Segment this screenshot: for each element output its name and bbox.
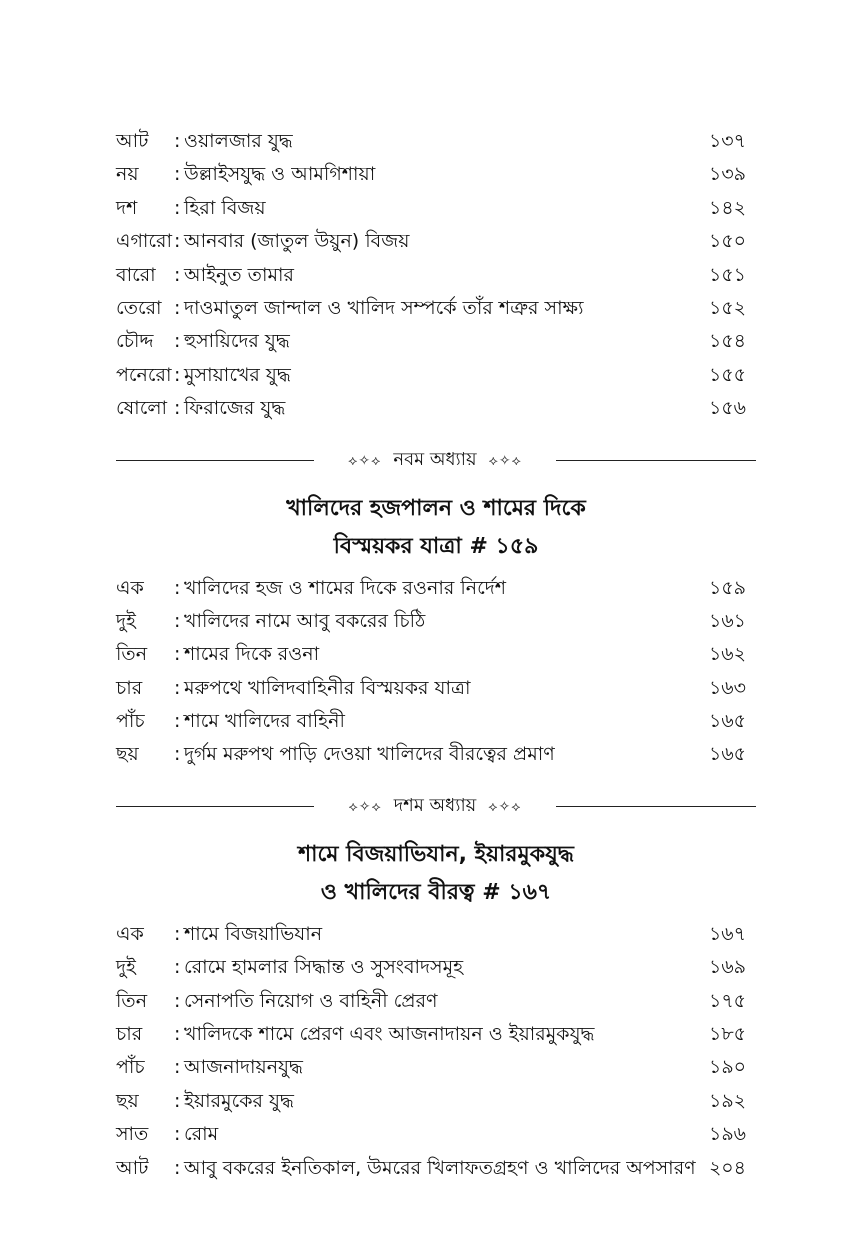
toc-section-chapter-9 — [116, 572, 756, 772]
toc-row — [116, 392, 756, 425]
divider-line — [116, 460, 314, 461]
entry-page: ১৯২ — [708, 1089, 746, 1112]
colon: : — [174, 1023, 181, 1046]
entry-number: তিন — [116, 643, 148, 666]
entry-page: ১৩৯ — [708, 163, 746, 186]
entry-title: খালিদের নামে আবু বকরের চিঠি — [184, 609, 426, 632]
entry-page: ১৬৫ — [708, 710, 746, 733]
entry-page: ১৫৪ — [709, 330, 746, 353]
colon: : — [174, 163, 181, 186]
chapter-divider — [116, 442, 756, 478]
entry-page: ১৯৬ — [708, 1123, 746, 1146]
entry-number: সাত — [116, 1123, 149, 1146]
entry-title: শামে খালিদের বাহিনী — [184, 710, 345, 733]
entry-number: দুই — [116, 609, 136, 632]
entry-title: দুর্গম মরুপথ পাড়ি দেওয়া খালিদের বীরত্বের প্রমাণ — [184, 743, 555, 766]
entry-page: ১৬১ — [708, 609, 746, 632]
toc-row — [116, 1152, 756, 1185]
chapter-title: শামে বিজয়াভিযান, ইয়ারমুকযুদ্ধ — [298, 841, 574, 867]
entry-number: এক — [116, 922, 144, 945]
colon: : — [174, 676, 181, 699]
toc-row — [116, 918, 756, 951]
entry-page: ১৬৯ — [708, 956, 746, 979]
colon: : — [174, 330, 181, 353]
chapter-heading — [314, 788, 556, 824]
entry-title: শামের দিকে রওনা — [184, 643, 320, 666]
colon: : — [174, 263, 181, 286]
entry-page: ১৬৫ — [708, 743, 746, 766]
entry-title: আইনুত তামার — [184, 263, 294, 286]
ornament-icon: ⟡✧⟡ — [348, 452, 382, 469]
chapter-heading — [314, 442, 556, 478]
toc-section-chapter-10 — [116, 918, 756, 1185]
entry-number: বারো — [116, 263, 156, 286]
entry-title: রোমে হামলার সিদ্ধান্ত ও সুসংবাদসমূহ — [184, 956, 464, 979]
entry-number: ছয় — [116, 743, 139, 766]
entry-title: মুসায়াখের যুদ্ধ — [184, 363, 291, 386]
entry-number: পাঁচ — [116, 1056, 145, 1079]
toc-row — [116, 705, 756, 738]
entry-title: দাওমাতুল জান্দাল ও খালিদ সম্পর্কে তাঁর শত্রুর সাক্ষ্য — [184, 296, 584, 319]
entry-page: ১৬২ — [708, 643, 746, 666]
entry-number: চৌদ্দ — [116, 330, 154, 353]
chapter-label: দশম অধ্যায় — [393, 794, 477, 816]
entry-number: তেরো — [116, 296, 162, 319]
colon: : — [174, 397, 181, 420]
colon: : — [174, 1156, 181, 1179]
entry-number: চার — [116, 676, 143, 699]
entry-title: মরুপথে খালিদবাহিনীর বিস্ময়কর যাত্রা — [184, 676, 471, 699]
chapter-label: নবম অধ্যায় — [393, 448, 477, 470]
entry-page: ১৫৫ — [709, 363, 746, 386]
divider-line — [116, 806, 314, 807]
colon: : — [174, 743, 181, 766]
colon: : — [174, 989, 181, 1012]
entry-title: আজনাদায়নযুদ্ধ — [184, 1056, 303, 1079]
ornament-icon: ⟡✧⟡ — [488, 452, 522, 469]
entry-number: ছয় — [116, 1089, 139, 1112]
entry-page: ১৫৬ — [708, 397, 746, 420]
colon: : — [174, 363, 181, 386]
colon: : — [174, 1089, 181, 1112]
colon: : — [174, 643, 181, 666]
entry-title: আনবার (জাতুল উয়ুন) বিজয় — [184, 230, 410, 253]
entry-number: দশ — [116, 196, 138, 219]
entry-page: ১৪২ — [708, 196, 746, 219]
toc-row — [116, 125, 756, 158]
toc-row — [116, 225, 756, 258]
entry-page: ১৫৯ — [709, 576, 746, 599]
entry-title: শামে বিজয়াভিযান — [184, 922, 323, 945]
divider-line — [556, 806, 756, 807]
entry-number: এগারো — [116, 230, 173, 253]
entry-number: চার — [116, 1023, 143, 1046]
entry-title: ফিরাজের যুদ্ধ — [184, 397, 286, 420]
entry-number: তিন — [116, 989, 148, 1012]
toc-row — [116, 359, 756, 392]
colon: : — [174, 609, 181, 632]
entry-page: ১৫২ — [708, 296, 746, 319]
entry-title: খালিদের হজ ও শামের দিকে রওনার নির্দেশ — [184, 576, 506, 599]
table-of-contents — [116, 125, 756, 1185]
entry-page: ১৫১ — [709, 263, 746, 286]
toc-row — [116, 1051, 756, 1084]
colon: : — [174, 130, 181, 152]
colon: : — [174, 1056, 181, 1079]
toc-row — [116, 192, 756, 225]
toc-row — [116, 158, 756, 191]
entry-number: দুই — [116, 956, 136, 979]
toc-row — [116, 1018, 756, 1051]
toc-row — [116, 951, 756, 984]
toc-row — [116, 638, 756, 671]
entry-title: হুসায়িদের যুদ্ধ — [184, 330, 290, 353]
entry-number: পনেরো — [116, 363, 172, 386]
chapter-title: ও খালিদের বীরত্ব # ১৬৭ — [320, 879, 552, 905]
entry-title: খালিদকে শামে প্রেরণ এবং আজনাদায়ন ও ইয়ারমুকযুদ্ধ — [184, 1023, 595, 1046]
colon: : — [174, 576, 181, 599]
ornament-icon: ⟡✧⟡ — [348, 798, 382, 815]
entry-page: ১৫০ — [708, 230, 746, 253]
colon: : — [174, 922, 181, 945]
entry-page: ১৩৭ — [708, 130, 746, 152]
colon: : — [174, 956, 181, 979]
colon: : — [174, 296, 181, 319]
entry-number: আট — [116, 130, 149, 152]
toc-row — [116, 985, 756, 1018]
entry-title: হিরা বিজয় — [184, 196, 266, 219]
divider-line — [556, 460, 756, 461]
chapter-divider — [116, 788, 756, 824]
toc-row — [116, 672, 756, 705]
entry-title: আবু বকরের ইনতিকাল, উমরের খিলাফতগ্রহণ ও খালিদের অপসারণ — [184, 1156, 696, 1179]
entry-page: ২০৪ — [708, 1156, 746, 1179]
entry-number: এক — [116, 576, 144, 599]
chapter-title: খালিদের হজপালন ও শামের দিকে — [286, 495, 586, 521]
toc-row — [116, 1085, 756, 1118]
toc-row — [116, 572, 756, 605]
entry-page: ১৮৫ — [709, 1023, 746, 1046]
entry-number: আট — [116, 1156, 149, 1179]
toc-row — [116, 259, 756, 292]
entry-title: ইয়ারমুকের যুদ্ধ — [184, 1089, 294, 1112]
toc-section-continued — [116, 125, 756, 426]
ornament-icon: ⟡✧⟡ — [488, 798, 522, 815]
entry-page: ১৯০ — [708, 1056, 746, 1079]
chapter-title: বিস্ময়কর যাত্রা # ১৫৯ — [333, 533, 539, 559]
entry-number: পাঁচ — [116, 710, 145, 733]
entry-number: নয় — [116, 163, 139, 186]
colon: : — [174, 230, 181, 253]
entry-page: ১৭৫ — [708, 989, 746, 1012]
toc-row — [116, 292, 756, 325]
entry-title: উল্লাইসযুদ্ধ ও আমগিশায়া — [184, 163, 376, 186]
entry-title: রোম — [184, 1123, 219, 1146]
entry-page: ১৬৩ — [708, 676, 746, 699]
toc-row — [116, 738, 756, 771]
toc-row — [116, 325, 756, 358]
colon: : — [174, 1123, 181, 1146]
entry-title: সেনাপতি নিয়োগ ও বাহিনী প্রেরণ — [184, 989, 438, 1012]
entry-number: ষোলো — [116, 397, 167, 420]
toc-row — [116, 605, 756, 638]
colon: : — [174, 196, 181, 219]
entry-page: ১৬৭ — [708, 922, 746, 945]
colon: : — [174, 710, 181, 733]
entry-title: ওয়ালজার যুদ্ধ — [184, 130, 293, 152]
toc-row — [116, 1118, 756, 1151]
